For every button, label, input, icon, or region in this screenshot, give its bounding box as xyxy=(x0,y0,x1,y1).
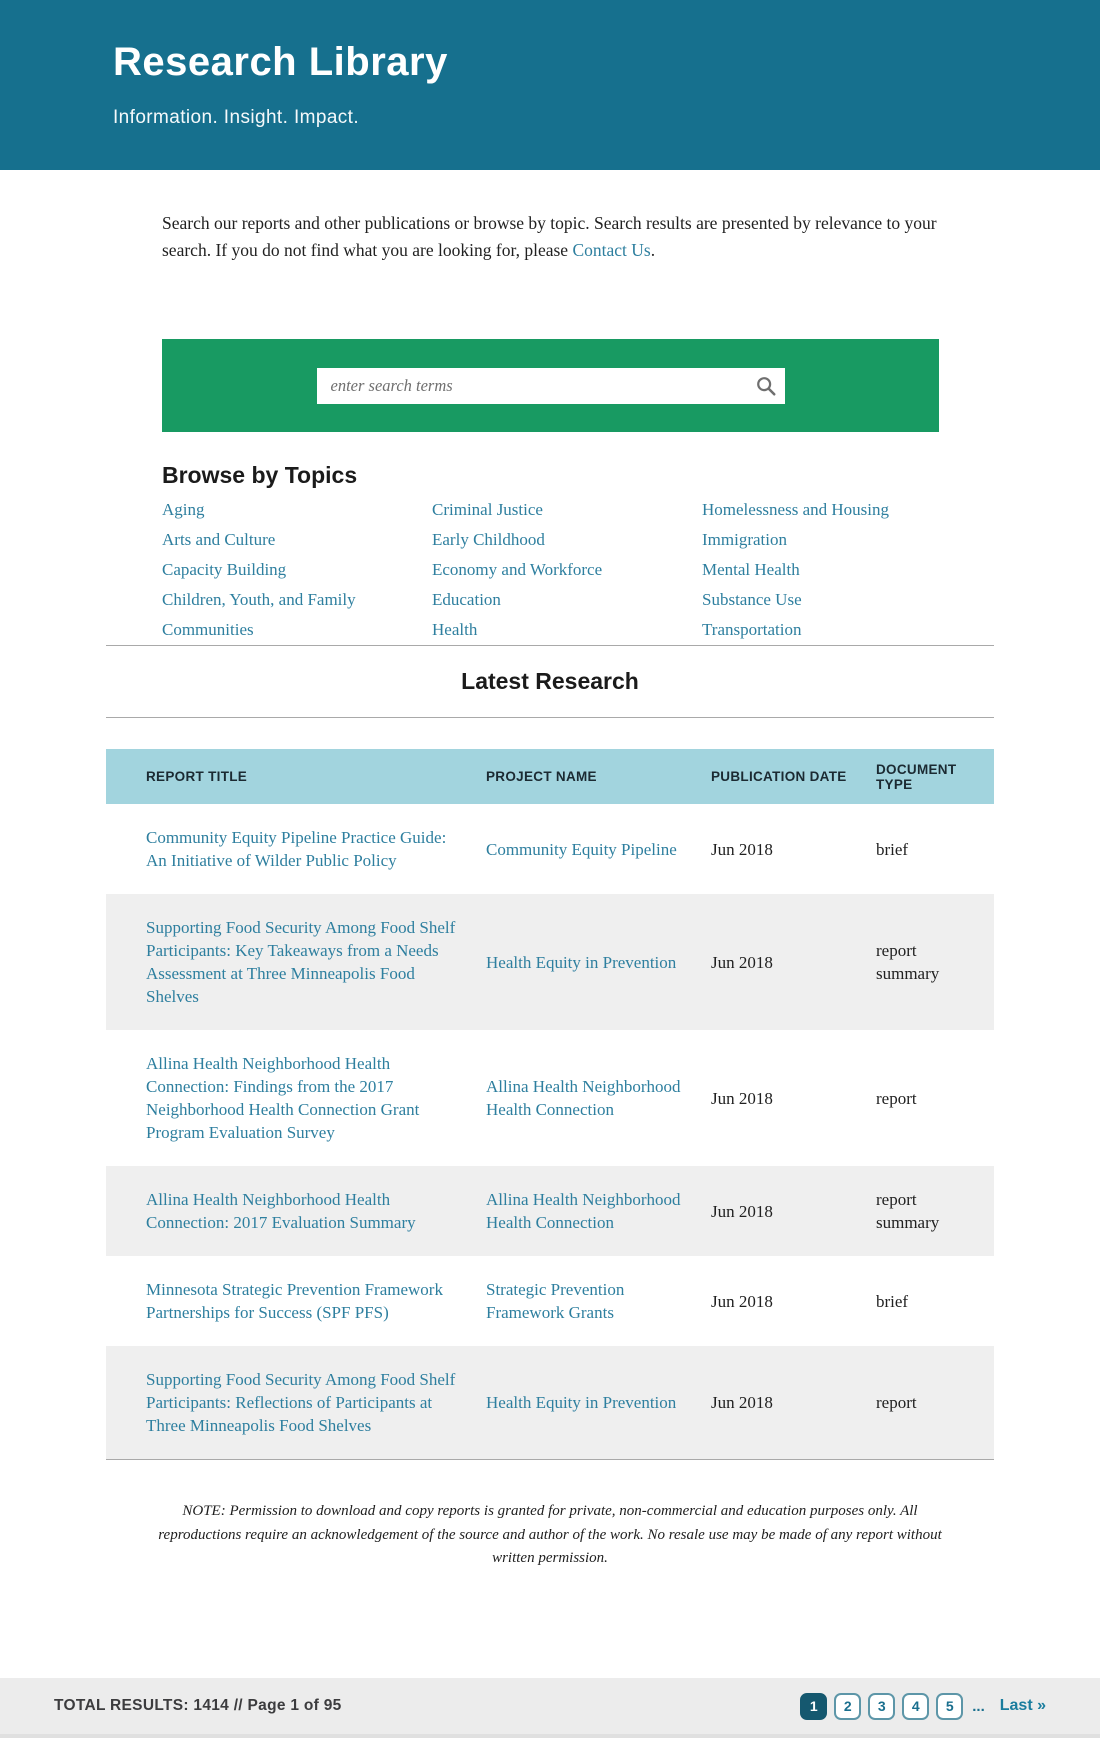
search-button[interactable] xyxy=(747,368,785,404)
project-name-link[interactable]: Strategic Prevention Framework Grants xyxy=(486,1280,625,1323)
table-header-row xyxy=(106,749,994,804)
report-title-link[interactable]: Allina Health Neighborhood Health Connection: Findings from the 2017 Neighborhood Health Connection Grant Program Evaluation Survey xyxy=(146,1054,420,1143)
footer-inner xyxy=(54,1693,1046,1720)
document-type: report xyxy=(876,1088,917,1108)
pagination xyxy=(800,1693,1046,1720)
intro-text-before: Search our reports and other publications or browse by topic. Search results are presented by relevance to your search. If you do not find what you are looking for, please xyxy=(162,213,937,261)
column-header-report-title: REPORT TITLE xyxy=(146,769,248,785)
table-row xyxy=(106,1166,994,1256)
pagination-page-2[interactable]: 2 xyxy=(834,1693,861,1720)
topic-link-homelessness-housing[interactable]: Homelessness and Housing xyxy=(702,500,889,520)
topic-link-children-youth-family[interactable]: Children, Youth, and Family xyxy=(162,590,356,610)
topics-column-2 xyxy=(432,495,702,645)
topic-link-health[interactable]: Health xyxy=(432,620,478,640)
pagination-page-4[interactable]: 4 xyxy=(902,1693,929,1720)
latest-research-heading: Latest Research xyxy=(461,668,639,695)
topic-link-immigration[interactable]: Immigration xyxy=(702,530,787,550)
project-name-link[interactable]: Community Equity Pipeline xyxy=(486,839,677,859)
publication-date: Jun 2018 xyxy=(711,1088,773,1108)
report-title-link[interactable]: Minnesota Strategic Prevention Framework Partnerships for Success (SPF PFS) xyxy=(146,1280,443,1323)
intro-text-after: . xyxy=(650,240,656,261)
divider xyxy=(106,645,994,646)
divider xyxy=(106,1459,994,1460)
topic-link-mental-health[interactable]: Mental Health xyxy=(702,560,800,580)
table-row xyxy=(106,804,994,894)
results-table xyxy=(106,749,994,1459)
pagination-page-1[interactable]: 1 xyxy=(800,1693,827,1720)
publication-date: Jun 2018 xyxy=(711,1393,773,1413)
intro-text xyxy=(162,210,944,264)
topic-link-economy-workforce[interactable]: Economy and Workforce xyxy=(432,560,603,580)
site-footer xyxy=(0,1678,1100,1738)
topic-link-criminal-justice[interactable]: Criminal Justice xyxy=(432,500,543,520)
main-content xyxy=(106,170,994,1570)
search-icon xyxy=(755,375,777,397)
topics-column-1 xyxy=(162,495,432,645)
permission-note: NOTE: Permission to download and copy reports is granted for private, non-commercial and education purposes only. All reproductions require an acknowledgement of the source and author of the work. No resale use may be made of any report without written permission. xyxy=(158,1503,942,1566)
document-type: report summary xyxy=(876,941,940,984)
project-name-link[interactable]: Allina Health Neighborhood Health Connection xyxy=(486,1077,681,1120)
document-type: brief xyxy=(876,1291,909,1311)
topics-heading: Browse by Topics xyxy=(162,462,358,489)
column-header-publication-date: PUBLICATION DATE xyxy=(711,769,847,785)
topic-link-communities[interactable]: Communities xyxy=(162,620,254,640)
site-header xyxy=(0,0,1100,170)
topic-link-arts-and-culture[interactable]: Arts and Culture xyxy=(162,530,276,550)
document-type: report summary xyxy=(876,1190,940,1233)
document-type: brief xyxy=(876,839,909,859)
table-row xyxy=(106,1256,994,1346)
topics-column-3 xyxy=(702,495,972,645)
tagline: Information. Insight. Impact. xyxy=(113,107,360,128)
topic-link-transportation[interactable]: Transportation xyxy=(702,620,802,640)
report-title-link[interactable]: Allina Health Neighborhood Health Connection: 2017 Evaluation Summary xyxy=(146,1190,416,1233)
pagination-page-3[interactable]: 3 xyxy=(868,1693,895,1720)
total-results-label: TOTAL RESULTS: 1414 // Page 1 of 95 xyxy=(54,1697,342,1714)
report-title-link[interactable]: Community Equity Pipeline Practice Guide: An Initiative of Wilder Public Policy xyxy=(146,828,447,871)
table-row xyxy=(106,894,994,1030)
pagination-last-link[interactable]: Last » xyxy=(999,1697,1046,1714)
page-title: Research Library xyxy=(113,40,448,84)
topics-grid xyxy=(162,495,994,645)
project-name-link[interactable]: Health Equity in Prevention xyxy=(486,952,677,972)
search-input[interactable] xyxy=(317,368,747,404)
publication-date: Jun 2018 xyxy=(711,839,773,859)
search-band xyxy=(162,339,939,432)
topic-link-early-childhood[interactable]: Early Childhood xyxy=(432,530,545,550)
topic-link-capacity-building[interactable]: Capacity Building xyxy=(162,560,287,580)
project-name-link[interactable]: Allina Health Neighborhood Health Connection xyxy=(486,1190,681,1233)
publication-date: Jun 2018 xyxy=(711,952,773,972)
column-header-document-type: DOCUMENT TYPE xyxy=(876,761,957,792)
contact-us-link[interactable]: Contact Us xyxy=(572,240,651,261)
publication-date: Jun 2018 xyxy=(711,1291,773,1311)
divider xyxy=(106,717,994,718)
project-name-link[interactable]: Health Equity in Prevention xyxy=(486,1393,677,1413)
pagination-page-5[interactable]: 5 xyxy=(936,1693,963,1720)
publication-date: Jun 2018 xyxy=(711,1201,773,1221)
topic-link-aging[interactable]: Aging xyxy=(162,500,205,520)
table-row xyxy=(106,1030,994,1166)
topic-link-education[interactable]: Education xyxy=(432,590,501,610)
topic-link-substance-use[interactable]: Substance Use xyxy=(702,590,802,610)
report-title-link[interactable]: Supporting Food Security Among Food Shelf Participants: Key Takeaways from a Needs Assessment at Three Minneapolis Food Shelves xyxy=(146,918,456,1007)
table-row xyxy=(106,1346,994,1459)
report-title-link[interactable]: Supporting Food Security Among Food Shelf Participants: Reflections of Participants at Three Minneapolis Food Shelves xyxy=(146,1370,456,1436)
search-box xyxy=(317,368,785,404)
column-header-project-name: PROJECT NAME xyxy=(486,769,597,785)
pagination-ellipsis: ... xyxy=(972,1697,985,1715)
document-type: report xyxy=(876,1393,917,1413)
